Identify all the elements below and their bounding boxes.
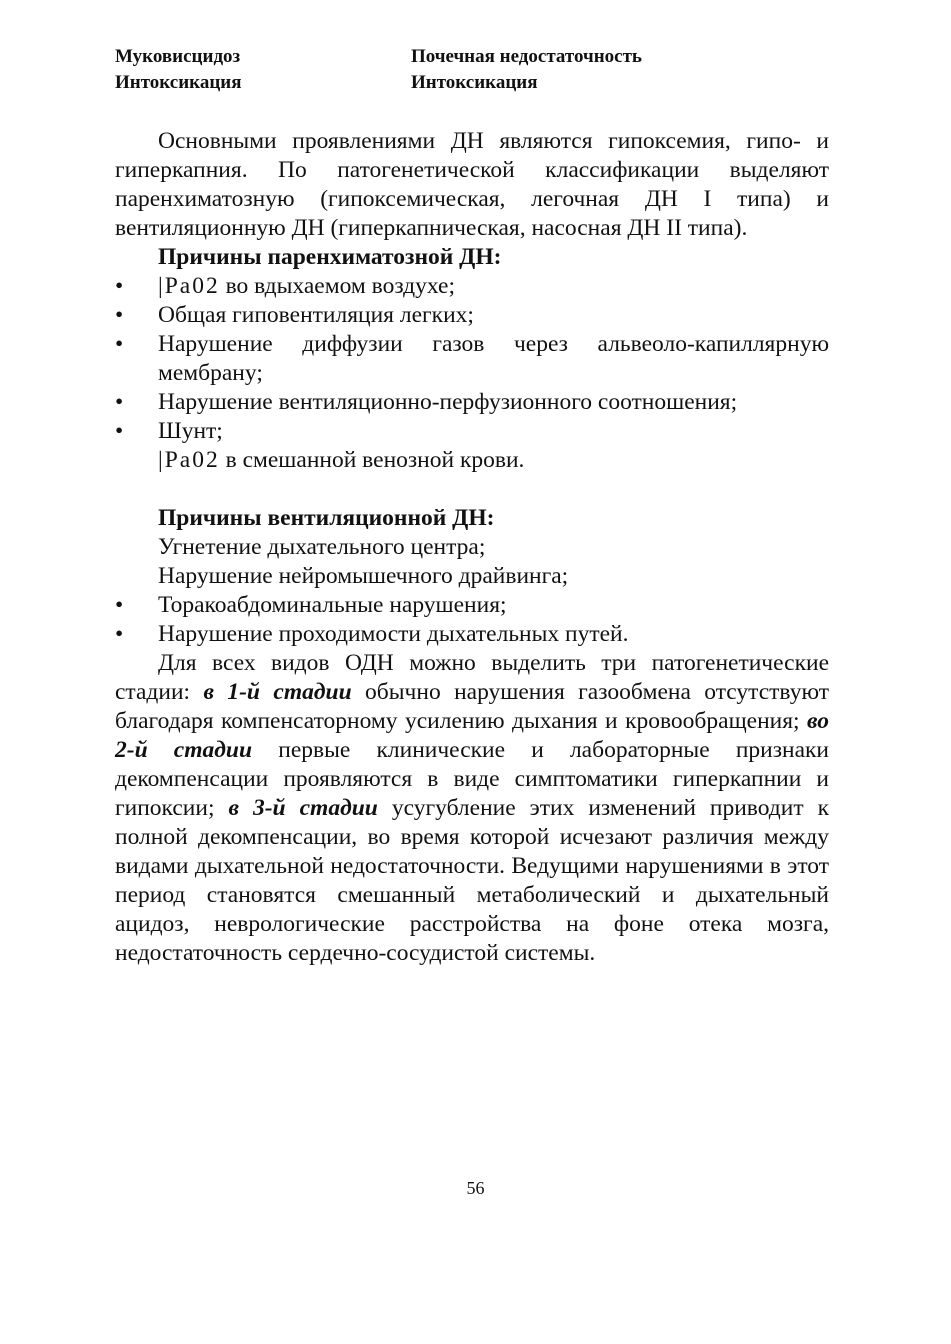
list-item — [115, 330, 829, 388]
header-right-line1: Почечная недостаточность — [411, 46, 642, 67]
intro-paragraph: Основными проявлениями ДН являются гипоксемия, гипо- и гиперкапния. По патогенетической классификации выделяют паренхиматозную (гипоксемическая, легочная ДН I типа) и вентиляционную ДН (гиперкапническая, насосная ДН II типа). — [115, 128, 829, 241]
bullet-marker: • — [115, 389, 124, 415]
section-spacer — [115, 475, 829, 504]
list-item — [115, 301, 829, 330]
list-item — [115, 272, 829, 301]
ventilation-heading: Причины вентиляционной ДН: — [158, 505, 495, 531]
body-text — [115, 127, 829, 968]
list-item-text: Нарушение проходимости дыхательных путей. — [158, 621, 629, 647]
list-item: Нарушение нейромышечного драйвинга; — [158, 563, 569, 589]
list-item: Угнетение дыхательного центра; — [158, 534, 486, 560]
stages-text: Для всех видов ОДН можно выделить три патогенетические стадии: — [115, 650, 829, 705]
running-header-left — [115, 44, 242, 96]
list-item — [115, 388, 829, 417]
header-left-line2: Интоксикация — [115, 72, 242, 93]
bullet-marker: • — [115, 621, 124, 647]
list-item-text: во вдыхаемом воздухе; — [219, 273, 456, 299]
bullet-marker: • — [115, 418, 124, 444]
bullet-marker: • — [115, 331, 124, 357]
list-item-text: Шунт; — [158, 418, 223, 444]
list-item-content — [158, 273, 455, 299]
bullet-marker: • — [115, 302, 124, 328]
stages-paragraph — [115, 649, 829, 968]
list-item — [115, 417, 829, 446]
stage-2-emphasis: во 2-й стадии — [115, 708, 829, 763]
stage-3-emphasis: в 3-й стадии — [228, 795, 378, 821]
bullet-marker: • — [115, 592, 124, 618]
formula-pao2: |Ра02 — [158, 447, 220, 473]
stages-text: обычно нарушения газообмена отсутствуют благодаря компенсаторному усилению дыхания и кровообращения; — [115, 679, 829, 734]
header-right-line2: Интоксикация — [411, 72, 538, 93]
stage-1-emphasis: в 1-й стадии — [203, 679, 352, 705]
stages-text: усугубление этих изменений приводит к полной декомпенсации, во время которой исчезают различия между видами дыхательной недостаточности. Ведущими нарушениями в этот период становятся смешанный метаболический и дыхательный ацидоз, неврологические расстройства на фоне отека мозга, недостаточность сердечно-сосудистой системы. — [115, 795, 830, 966]
running-header-right — [411, 44, 642, 96]
list-item-text: Нарушение диффузии газов через альвеоло-капиллярную мембрану; — [158, 331, 829, 386]
list-item — [115, 620, 829, 649]
header-left-line1: Муковисцидоз — [115, 46, 241, 67]
list-item — [115, 446, 829, 475]
formula-pao2: |Ра02 — [158, 273, 220, 299]
parenchymal-heading: Причины паренхиматозной ДН: — [158, 244, 502, 270]
list-item-text: Общая гиповентиляция легких; — [158, 302, 474, 328]
bullet-marker: • — [115, 273, 124, 299]
stages-text: первые клинические и лабораторные признаки декомпенсации проявляются в виде симптоматики гиперкапнии и гипоксии; — [115, 737, 829, 821]
list-item — [115, 591, 829, 620]
list-item-text: в смешанной венозной крови. — [219, 447, 525, 473]
list-item-text: Нарушение вентиляционно-перфузионного соотношения; — [158, 389, 738, 415]
list-item-text: Торакоабдоминальные нарушения; — [158, 592, 507, 618]
page-number: 56 — [466, 1178, 485, 1198]
